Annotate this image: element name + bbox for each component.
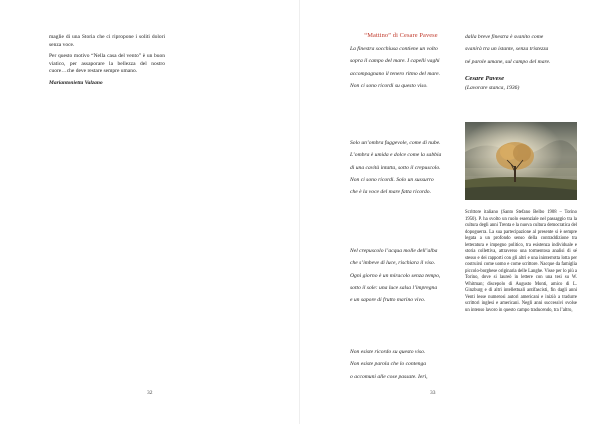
misty-tree-photo xyxy=(465,122,577,200)
poem-stanza xyxy=(350,46,468,95)
poet-signature: Cesare Pavese xyxy=(465,74,504,82)
poem-line: Solo un’ombra fuggevole, come di nube. xyxy=(350,140,441,146)
poem-line: Nel crepuscolo l’acqua molle dell’alba xyxy=(350,248,438,254)
poem-line: accompagnano il tenero ritmo del mare. xyxy=(350,70,441,77)
poem-line: sopra il campo del mare. I capelli vaghi xyxy=(350,58,440,65)
poem-line: Non ci sono ricordi su questo viso. xyxy=(350,82,428,89)
poem-title: “Mattino” di Cesare Pavese xyxy=(364,32,438,39)
poem-line: sotto il sole: una luce salsa l’impregna xyxy=(350,284,438,291)
poem-line: che è la voce del mare fatta ricordo. xyxy=(350,189,431,196)
poem-continuation-column xyxy=(465,34,577,91)
poem-line: di una cavità intatta, sotto il crepuscolo. xyxy=(350,164,441,171)
poem-line: e un sapore di frutto marino vivo. xyxy=(350,297,426,304)
poem-source: (Lavorare stanca, 1936) xyxy=(465,84,520,91)
article-author: Mariantonietta Valzano xyxy=(49,79,103,86)
poem-line: L’ombra è umida e dolce come la sabbia xyxy=(350,152,442,159)
poem-stanza xyxy=(350,349,468,386)
article-paragraph: maglie di una Storia che ci ripropone i soliti dolori senza voce. xyxy=(49,34,165,48)
poem-stanza xyxy=(350,140,468,201)
poem-stanza xyxy=(350,248,468,309)
poem-line: che s’imbeve di luce, rischiara il viso. xyxy=(350,260,436,267)
poem-line: o accomuni alle cose passate. Ieri, xyxy=(350,373,428,380)
right-page xyxy=(300,0,600,424)
page-number-left: 32 xyxy=(147,390,153,396)
article-column xyxy=(49,34,165,88)
poem-line: Non esiste parola che lo contenga xyxy=(350,361,427,368)
poem-line: svanirà tra un istante, senza tristezza xyxy=(465,46,549,53)
poem-line: Ogni giorno è un miracolo senza tempo, xyxy=(350,272,441,279)
poet-biography: Scrittore italiano (Santo Stefano Belbo 1908 – Torino 1950). P. ha svolto un ruolo essenziale nel passaggio tra la cultura degli anni Trenta e la nuova cultura democratica del dopoguerra. La sua partecipazione al presente si è sempre legata a un profondo senso della contraddizione tra letteratura e impegno politico, tra esistenza individuale e storia collettiva, attraverso una tormentosa analisi di sé stesso e dei rapporti con gli altri e una ininterrotta lotta per costruirsi come uomo e come scrittore. Nacque da famiglia piccolo-borghese originaria delle Langhe. Visse per lo più a Torino, dove si laureò in lettere con una tesi su W. Whitman; discepolo di Augusto Monti, amico di L. Ginzburg e di altri intellettuali antifascisti, fin dagli anni Venti lesse numerosi autori americani e iniziò a tradurre scrittori inglesi e americani. Negli anni successivi svolse un intenso lavoro in questo campo traducendo, tra l’altro, xyxy=(465,210,577,313)
poem-line: né parole umane, sul campo del mare. xyxy=(465,58,551,65)
poem-line: Non esiste ricordo su questo viso. xyxy=(350,349,426,355)
poem-continuation xyxy=(465,34,577,66)
poem-line: dalla breve finestra è svanito come xyxy=(465,34,544,40)
poem-line: La finestra socchiusa contiene un volto xyxy=(350,46,438,52)
poem-line: Non ci sono ricordi. Solo un sussurro xyxy=(350,176,434,183)
article-paragraph: Per questo motivo “Nella casa del vento” è un buon viatico, per assaporare la bellezza del nostro cuore…che deve restare sempre umano. xyxy=(49,53,165,75)
page-number-right: 33 xyxy=(430,390,436,396)
